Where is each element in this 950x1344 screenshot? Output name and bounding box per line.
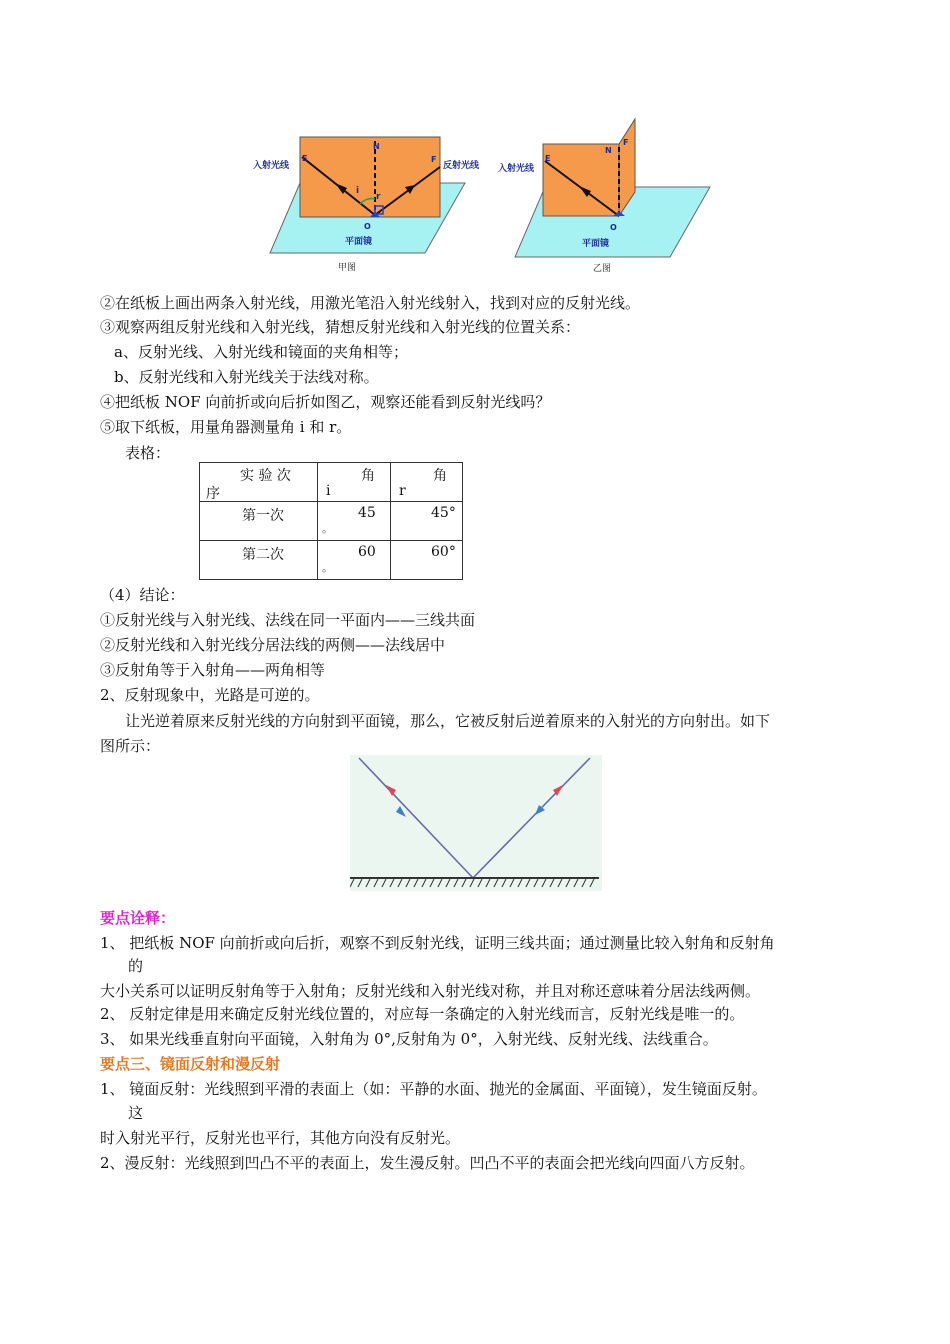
label-i: i xyxy=(356,186,360,196)
conclusion-1: ①反射光线与入射光线、法线在同一平面内——三线共面 xyxy=(100,611,476,629)
reversibility-text-2: 图所示： xyxy=(100,737,161,755)
guess-a: a、反射光线、入射光线和镜面的夹角相等； xyxy=(114,343,408,361)
section-3-item-1-line-2: 这 xyxy=(128,1104,144,1122)
table-label: 表格： xyxy=(125,444,171,462)
label-f: F xyxy=(431,155,437,164)
label-n: N xyxy=(373,142,380,151)
angle-i-value: 45 xyxy=(358,505,376,521)
caption-jia: 甲图 xyxy=(338,263,357,273)
angle-i-unit: 。 xyxy=(322,522,333,535)
trial-label: 第一次 xyxy=(242,508,284,524)
step-2: ②在纸板上画出两条入射光线，用激光笔沿入射光线射入，找到对应的反射光线。 xyxy=(100,294,641,312)
label-incident: 入射光线 xyxy=(498,164,535,174)
angle-r-value: 60° xyxy=(431,544,456,560)
label-f: F xyxy=(623,138,629,147)
label-n: N xyxy=(605,146,612,155)
trial-label: 第二次 xyxy=(242,547,284,563)
paper-board xyxy=(300,137,440,217)
header-angle-i-a: 角 xyxy=(361,468,375,484)
reversibility-title: 2、反射现象中，光路是可逆的。 xyxy=(100,686,320,704)
header-trial-b: 序 xyxy=(206,486,220,502)
key-point-3: 3、 如果光线垂直射向平面镜，入射角为 0°,反射角为 0°，入射光线、反射光线、法线重合。 xyxy=(100,1030,718,1048)
label-mirror: 平面镜 xyxy=(582,239,610,249)
header-angle-i-b: i xyxy=(326,483,331,499)
step-3: ③观察两组反射光线和入射光线，猜想反射光线和入射光线的位置关系： xyxy=(100,318,581,336)
step-5: ⑤取下纸板，用量角器测量角 i 和 r。 xyxy=(100,418,352,436)
conclusion-heading: （4）结论： xyxy=(100,586,185,604)
header-angle-r-b: r xyxy=(399,483,406,499)
reversibility-figure xyxy=(350,755,602,891)
label-r: r xyxy=(376,192,381,202)
section-3-heading: 要点三、镜面反射和漫反射 xyxy=(100,1055,281,1073)
key-point-2: 2、 反射定律是用来确定反射光线位置的，对应每一条确定的入射光线而言，反射光线是唯一的。 xyxy=(100,1005,745,1023)
header-trial-a: 实 验 次 xyxy=(240,468,291,484)
header-angle-r-a: 角 xyxy=(433,468,447,484)
table-header-row xyxy=(200,463,463,502)
key-point-1-line-1: 1、 把纸板 NOF 向前折或向后折，观察不到反射光线，证明三线共面；通过测量比较入射角和反射角 xyxy=(100,934,775,952)
diagram-yi xyxy=(495,117,720,277)
step-4: ④把纸板 NOF 向前折或向后折如图乙，观察还能看到反射光线吗？ xyxy=(100,393,551,411)
guess-b: b、反射光线和入射光线关于法线对称。 xyxy=(114,368,379,386)
key-point-1-line-3: 大小关系可以证明反射角等于入射角；反射光线和入射光线对称，并且对称还意味着分居法线两侧。 xyxy=(100,982,761,1000)
caption-yi: 乙图 xyxy=(593,264,612,274)
table-row xyxy=(200,502,463,541)
label-o: O xyxy=(364,222,371,231)
label-incident: 入射光线 xyxy=(253,161,290,171)
label-mirror: 平面镜 xyxy=(345,237,373,247)
label-reflected: 反射光线 xyxy=(443,161,480,171)
section-3-item-2: 2、漫反射：光线照到凹凸不平的表面上，发生漫反射。凹凸不平的表面会把光线向四面八方反射。 xyxy=(100,1154,755,1172)
label-e: E xyxy=(302,154,308,163)
key-point-1-line-2: 的 xyxy=(128,957,144,975)
angle-r-value: 45° xyxy=(431,505,456,521)
label-o: O xyxy=(610,223,617,232)
conclusion-3: ③反射角等于入射角——两角相等 xyxy=(100,661,326,679)
section-3-item-1-line-3: 时入射光平行，反射光也平行，其他方向没有反射光。 xyxy=(100,1129,461,1147)
figure-background xyxy=(350,755,602,891)
conclusion-2: ②反射光线和入射光线分居法线的两侧——法线居中 xyxy=(100,636,446,654)
section-3-item-1-line-1: 1、 镜面反射：光线照到平滑的表面上（如：平静的水面、抛光的金属面、平面镜），发生镜面反射。 xyxy=(100,1080,767,1098)
label-e: E xyxy=(545,154,551,163)
reversibility-text-1: 让光逆着原来反射光线的方向射到平面镜，那么，它被反射后逆着原来的入射光的方向射出。如下 xyxy=(125,712,771,730)
table-row xyxy=(200,541,463,580)
key-points-heading: 要点诠释： xyxy=(100,909,176,927)
angle-table xyxy=(199,462,463,580)
diagram-jia xyxy=(250,133,500,275)
angle-i-unit: 。 xyxy=(322,561,333,574)
angle-i-value: 60 xyxy=(358,544,376,560)
